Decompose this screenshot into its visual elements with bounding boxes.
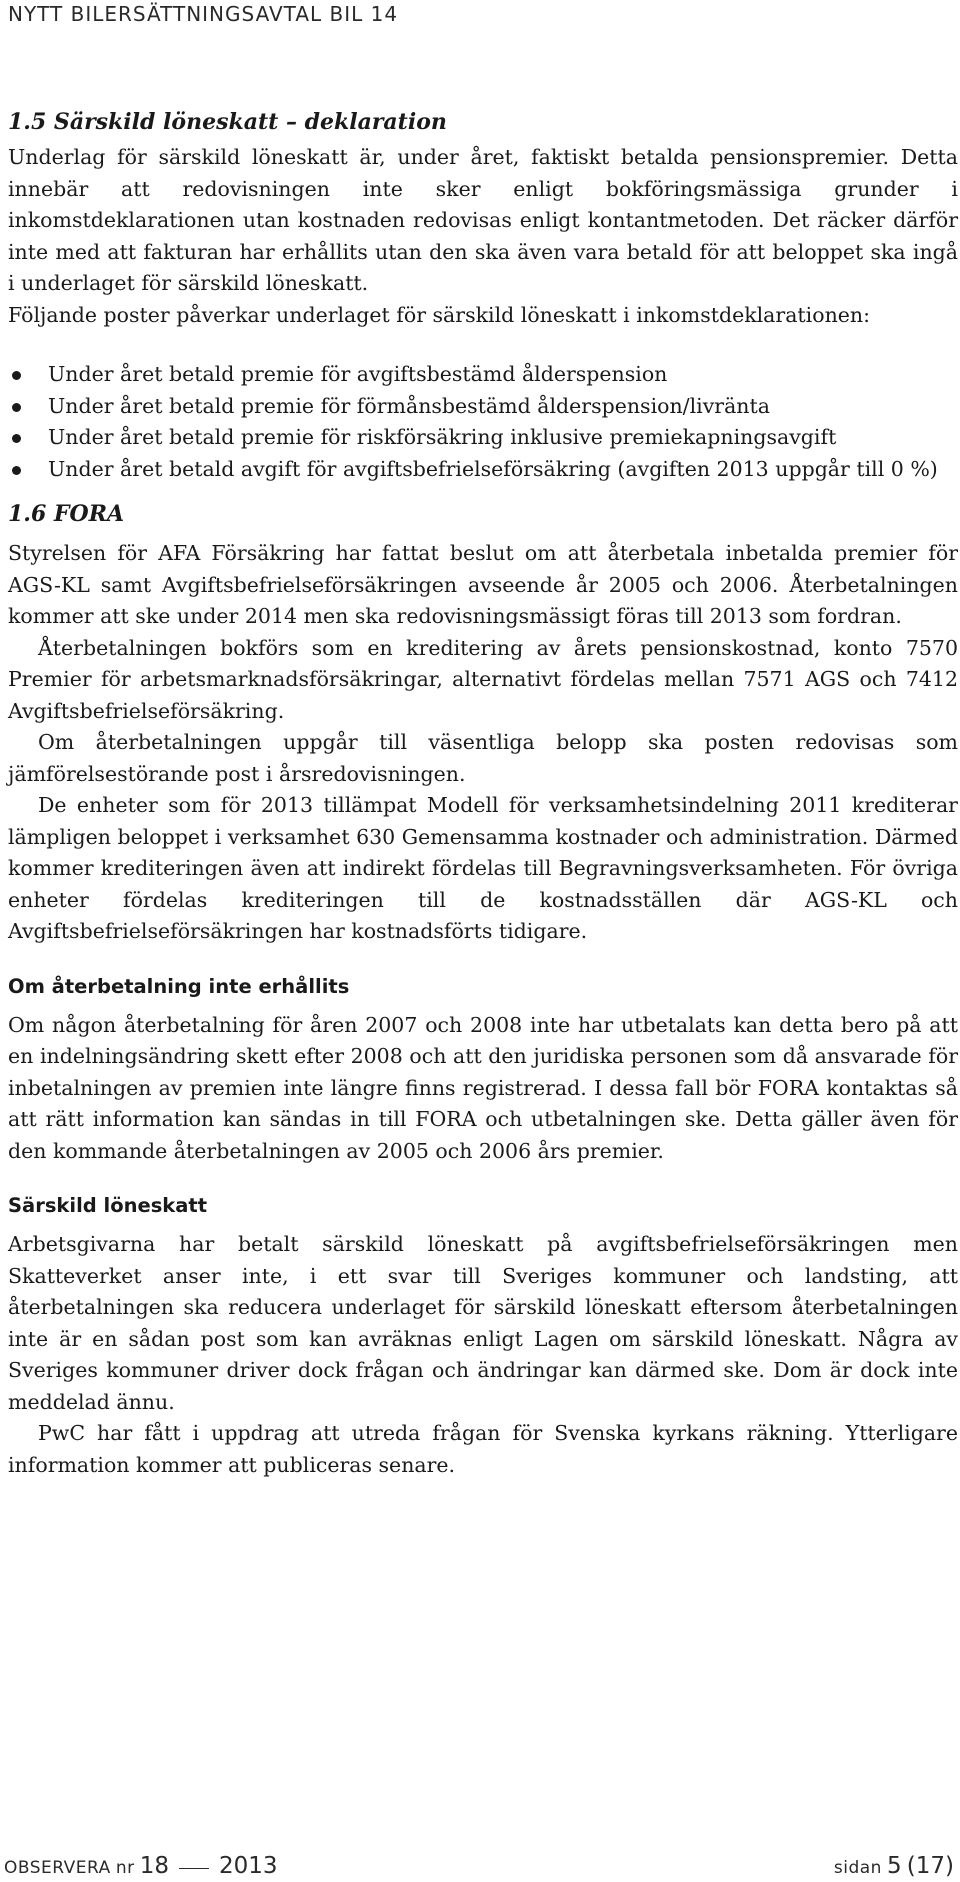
section-heading-1-6: 1.6 FORA bbox=[8, 501, 125, 527]
running-header: NYTT BILERSÄTTNINGSAVTAL BIL 14 bbox=[8, 2, 399, 26]
list-item-text: Under året betald premie för förmånsbestämd ålderspension/livränta bbox=[48, 393, 770, 418]
paragraph: Om någon återbetalning för åren 2007 och 2008 inte har utbetalats kan detta bero på att en indelningsändring skett efter 2008 och att den juridiska personen som då ansvarade för inbetalningen av premien inte längre finns registrerad. I dessa fall bör FORA kontaktas så att rätt information kan sändas in till FORA och utbetalningen ske. Detta gäller även för den kommande återbetalningen av 2005 och 2006 års premier. bbox=[8, 1012, 958, 1163]
paragraph: Följande poster påverkar underlaget för särskild löneskatt i inkomstdeklarationen: bbox=[8, 302, 871, 327]
paragraph: Återbetalningen bokförs som en kreditering av årets pensionskostnad, konto 7570 Premier för arbetsmarknadsförsäkringar, alternativt fördelas mellan 7571 AGS och 7412 Avgiftsbefrielseförsäkring. bbox=[8, 635, 958, 723]
bullet-list bbox=[8, 359, 958, 485]
subheading-special-payroll-tax: Särskild löneskatt bbox=[8, 1194, 208, 1217]
list-item-text: Under året betald premie för avgiftsbestämd ålderspension bbox=[48, 362, 668, 386]
paragraph: De enheter som för 2013 tillämpat Modell för verksamhetsindelning 2011 krediterar lämpligen beloppet i verksamhet 630 Gemensamma kostnader och administration. Därmed kommer krediteringen även att indirekt fördelas till Begravningsverksamheten. För övriga enheter fördelas krediteringen till de kostnadsställen där AGS-KL och Avgiftsbefrielseförsäkringen har kostnadsförts tidigare. bbox=[8, 793, 958, 943]
subheading-no-refund: Om återbetalning inte erhållits bbox=[8, 974, 350, 998]
list-item bbox=[8, 422, 958, 454]
paragraph: Styrelsen för AFA Försäkring har fattat beslut om att återbetala inbetalda premier för AGS-KL samt Avgiftsbefrielseförsäkringen avseende år 2005 och 2006. Återbetalningen kommer att ske under 2014 men ska redovisningsmässigt föras till 2013 som fordran. bbox=[8, 541, 958, 628]
page-footer bbox=[4, 1851, 954, 1879]
list-item bbox=[8, 391, 958, 423]
paragraph: Underlag för särskild löneskatt är, under året, faktiskt betalda pensionspremier. Detta innebär att redovisningen inte sker enligt bokföringsmässiga grunder i inkomstdeklarationen utan kostnaden redovisas enligt kontantmetoden. Det räcker därför inte med att fakturan har erhållits utan den ska även vara betald för att beloppet ska ingå i underlaget för särskild löneskatt. bbox=[8, 145, 958, 295]
paragraph: Om återbetalningen uppgår till väsentliga belopp ska posten redovisas som jämförelsestörande post i årsredovisningen. bbox=[8, 730, 958, 786]
bullet-icon bbox=[12, 371, 21, 380]
list-item-text: Under året betald avgift för avgiftsbefrielseförsäkring (avgiften 2013 uppgår till 0 %) bbox=[48, 456, 938, 481]
bullet-icon bbox=[12, 403, 21, 412]
page-number-info bbox=[834, 1853, 954, 1879]
bullet-icon bbox=[12, 434, 21, 443]
publication-info bbox=[4, 1853, 278, 1879]
list-item bbox=[8, 454, 958, 486]
bullet-icon bbox=[12, 466, 21, 475]
paragraph: PwC har fått i uppdrag att utreda frågan för Svenska kyrkans räkning. Ytterligare information kommer att publiceras senare. bbox=[8, 1421, 958, 1477]
issue-number: 18 bbox=[139, 1853, 170, 1879]
list-item-text: Under året betald premie för riskförsäkring inklusive premiekapningsavgift bbox=[48, 425, 837, 449]
page-label: sidan bbox=[833, 1858, 882, 1878]
page-number: 5 bbox=[887, 1853, 902, 1879]
dash-divider bbox=[179, 1868, 209, 1869]
issue-label: nr bbox=[115, 1858, 135, 1878]
main-content bbox=[8, 107, 958, 1481]
paragraph: Arbetsgivarna har betalt särskild löneskatt på avgiftsbefrielseförsäkringen men Skatteverket anser inte, i ett svar till Sveriges kommuner och landsting, att återbetalningen ska reducera underlaget för särskild löneskatt eftersom återbetalningen inte är en sådan post som kan avräknas enligt Lagen om särskild löneskatt. Några av Sveriges kommuner driver dock frågan och ändringar kan därmed ske. Dom är dock inte meddelad ännu. bbox=[8, 1232, 958, 1414]
total-pages: (17) bbox=[906, 1853, 954, 1879]
issue-year: 2013 bbox=[219, 1853, 278, 1879]
section-heading-1-5: 1.5 Särskild löneskatt – deklaration bbox=[8, 109, 447, 135]
publication-name: OBSERVERA bbox=[4, 1858, 111, 1878]
list-item bbox=[8, 359, 958, 391]
